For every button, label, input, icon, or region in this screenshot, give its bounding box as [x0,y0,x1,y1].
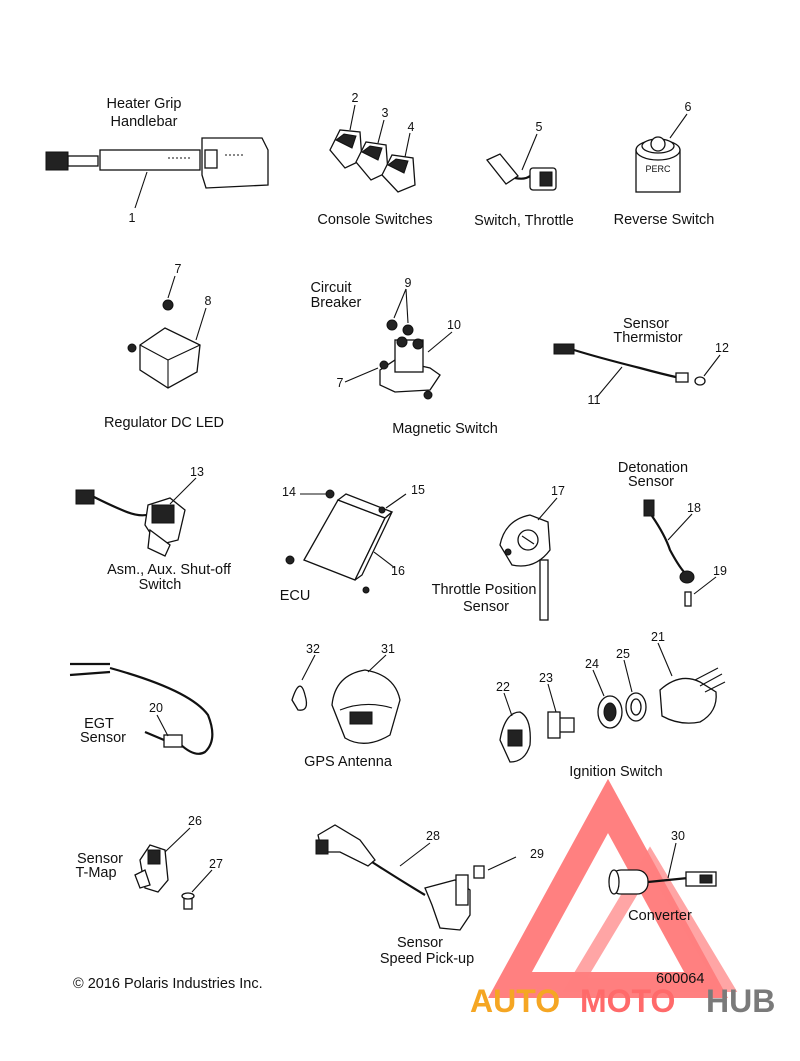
label-detonation-sensor: Sensor [628,474,674,490]
watermark-logo [510,806,725,985]
callout-12: 12 [715,341,729,355]
callout-1: 1 [128,211,136,225]
aux-shutoff-switch-part [76,490,185,556]
label-speed-1: Sensor [397,935,443,951]
label-tmap-2: T-Map [75,865,117,881]
watermark-auto: AUTO [470,983,561,1019]
magnetic-switch-part [380,320,440,399]
label-console-switches: Console Switches [317,212,433,228]
label-sensor-thermistor-1: Sensor [623,316,669,332]
callout-4: 4 [407,120,415,134]
callout-3: 3 [381,106,389,120]
callout-10: 10 [447,318,461,332]
label-ecu: ECU [279,588,311,604]
label-switch-throttle: Switch, Throttle [474,213,574,229]
callout-24: 24 [585,657,599,671]
tmap-sensor-part [135,845,194,909]
ignition-switch-part [500,668,725,762]
callout-29: 29 [530,847,544,861]
watermark-text [470,983,775,1019]
callout-27: 27 [209,857,223,871]
callout-9: 9 [404,276,412,290]
watermark-hub: HUB [706,983,776,1019]
label-heater-grip: Heater Grip [106,96,182,112]
callout-23: 23 [539,671,553,685]
callout-32: 32 [306,642,320,656]
heater-grip-part [46,138,268,188]
callout-19: 19 [713,564,727,578]
callout-13: 13 [190,465,204,479]
watermark-moto: MOTO [580,983,676,1019]
label-reverse-switch: Reverse Switch [613,212,715,228]
callout-14: 14 [282,485,296,499]
regulator-part [128,300,200,388]
callout-21: 21 [651,630,665,644]
callout-7b: 7 [336,376,344,390]
reverse-switch-part [636,137,680,192]
reverse-switch-perc-text: PERC [645,164,671,174]
callout-18: 18 [687,501,701,515]
label-ignition: Ignition Switch [569,764,663,780]
callout-8: 8 [204,294,212,308]
label-tps-2: Sensor [463,599,509,615]
label-egt-1: EGT [84,716,114,732]
callout-5: 5 [535,120,543,134]
throttle-switch-part [487,154,556,190]
callout-2: 2 [351,91,359,105]
label-detonation: Detonation [617,460,689,476]
label-shutoff-1: Asm., Aux. Shut-off [107,562,231,578]
callout-6: 6 [684,100,692,114]
callout-20: 20 [149,701,163,715]
label-speed-2: Speed Pick-up [379,951,475,967]
label-gps: GPS Antenna [304,754,392,770]
sensor-thermistor-part [554,344,705,385]
console-switches-part [330,130,415,192]
callout-22: 22 [496,680,510,694]
callout-31: 31 [381,642,395,656]
label-egt-2: Sensor [80,730,126,746]
label-magnetic-switch: Magnetic Switch [392,421,498,437]
callout-26: 26 [188,814,202,828]
callout-7a: 7 [174,262,182,276]
ecu-part [286,490,392,593]
label-breaker: Breaker [310,295,362,311]
callout-15: 15 [411,483,425,497]
label-converter: Converter [628,908,692,924]
detonation-sensor-part [644,500,694,606]
label-regulator: Regulator DC LED [103,415,225,431]
diagram-number: 600064 [656,971,705,987]
callout-17: 17 [551,484,565,498]
label-circuit: Circuit [310,280,352,296]
label-handlebar: Handlebar [110,114,178,130]
callout-16: 16 [391,564,405,578]
label-tps-1: Throttle Position [431,582,537,598]
label-sensor-thermistor-2: Thermistor [613,330,683,346]
speed-sensor-part [316,825,484,930]
gps-antenna-part [292,670,400,743]
callout-11: 11 [587,393,601,407]
copyright-text: © 2016 Polaris Industries Inc. [73,976,263,992]
callout-28: 28 [426,829,440,843]
label-shutoff-2: Switch [138,577,182,593]
callout-30: 30 [671,829,685,843]
label-tmap-1: Sensor [77,851,123,867]
callout-25: 25 [616,647,630,661]
